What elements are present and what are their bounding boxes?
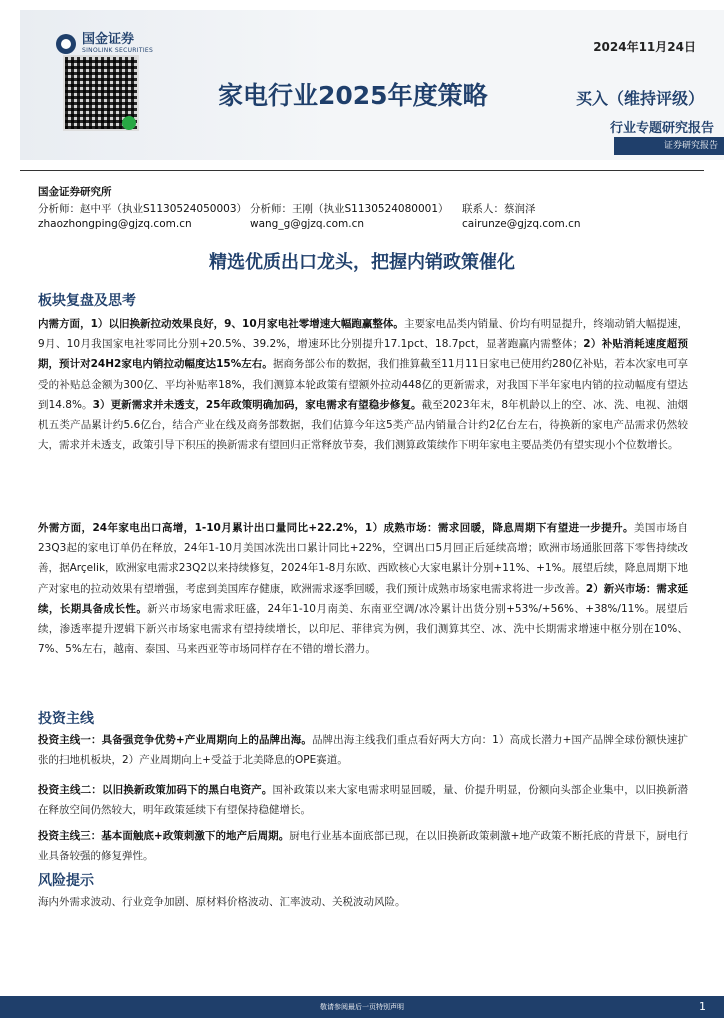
page-number: 1 — [699, 1000, 706, 1013]
report-date: 2024年11月24日 — [593, 40, 696, 54]
report-title: 家电行业2025年度策略 — [218, 81, 488, 110]
section-review-heading: 板块复盘及思考 — [38, 293, 136, 309]
contact: 联系人：蔡润泽 — [462, 203, 536, 215]
contact-email[interactable]: cairunze@gjzq.com.cn — [462, 218, 581, 230]
securities-report-label: 证券研究报告 — [614, 137, 724, 155]
analyst-2: 分析师：王刚（执业S1130524080001） — [250, 203, 449, 215]
section-invest-heading: 投资主线 — [38, 711, 94, 727]
report-headline: 精选优质出口龙头，把握内销政策催化 — [209, 252, 515, 273]
analyst-block — [38, 184, 622, 230]
company-logo — [56, 33, 153, 54]
paragraph-domestic: 内需方面，1）以旧换新拉动效果良好，9、10月家电社零增速大幅跑赢整体。主要家电品类内销量、价均有明显提升，终端动销大幅提速，9月、10月我国家电社零同比分别+20.5%、39.2%，增速环比分别提升17.1pct、18.7pct，显著跑赢内需整体；2）补贴消耗速度超预期，预计对24H2家电内销拉动幅度达15%左右。据商务部公布的数据，我们推算截至11月11日家电已使用约280亿补贴，若本次家电可享受的补贴总金额为300亿、平均补贴率18%，我们测算本轮政策有望额外拉动448亿的更新需求，对我国下半年家电内销的拉动幅度有望达到14.8%。3）更新需求并未透支，25年政策明确加码，家电需求有望稳步修复。截至2023年末，8年机龄以上的空、冰、洗、电视、油烟机五类产品累计约5.6亿台，结合产业在线及商务部数据，我们估算今年这5类产品内销量合计约2亿台左右，待换新的家电产品需求仍然较大，需求并未透支，政策引导下积压的换新需求有望回归正常释放节奏，我们测算政策续作下明年家电主要品类仍有望实现小个位数增长。 — [38, 318, 688, 452]
paragraph-risk: 海内外需求波动、行业竞争加剧、原材料价格波动、汇率波动、关税波动风险。 — [38, 896, 406, 908]
logo-cn: 国金证券 — [82, 32, 135, 47]
paragraph-invest-2: 投资主线二：以旧换新政策加码下的黑白电资产。国补政策以来大家电需求明显回暖，量、价提升明显，份额向头部企业集中，以旧换新潜在释放空间仍然较大，明年政策延续下有望保持稳健增长。 — [38, 784, 688, 817]
analyst-1: 分析师：赵中平（执业S1130524050003） — [38, 203, 248, 215]
paragraph-invest-1: 投资主线一：具备强竞争优势+产业周期向上的品牌出海。品牌出海主线我们重点看好两大方向：1）高成长潜力+国产品牌全球份额快速扩张的扫地机板块，2）产业周期向上+受益于北美降息的OPE赛道。 — [38, 734, 688, 767]
analyst-2-email[interactable]: wang_g@gjzq.com.cn — [250, 218, 365, 230]
section-risk-heading: 风险提示 — [38, 873, 94, 889]
paragraph-overseas: 外需方面，24年家电出口高增，1-10月累计出口量同比+22.2%，1）成熟市场：需求回暖，降息周期下有望进一步提升。美国市场自23Q3起的家电订单仍在释放，24年1-10月美国冰洗出口累计同比+22%，空调出口5月回正后延续高增；欧洲市场通胀回落下零售持续改善，据Arçelik，欧洲家电需求23Q2以来持续修复，2024年1-8月东欧、西欧核心大家电累计分别+11%、+1%。展望后续，降息周期下地产对家电的拉动效果有望增强，考虑到美国库存健康，欧洲需求逐季回暖，我们预计成熟市场家电需求将进一步改善。2）新兴市场：需求延续，长期具备成长性。新兴市场家电需求旺盛，24年1-10月南美、东南亚空调/冰冷累计出货分别+53%/+56%、+38%/11%。展望后续，渗透率提升逻辑下新兴市场家电需求有望持续增长，以印尼、菲律宾为例，我们测算其空、冰、洗中长期需求增速中枢分别在10%、7%、5%左右，越南、泰国、马来西亚等市场同样存在不错的增长潜力。 — [38, 522, 689, 656]
logo-icon — [56, 34, 76, 54]
analyst-1-email[interactable]: zhaozhongping@gjzq.com.cn — [38, 218, 192, 230]
page-footer — [0, 996, 724, 1018]
logo-en: SINOLINK SECURITIES — [82, 47, 154, 54]
paragraph-invest-3: 投资主线三：基本面触底+政策刺激下的地产后周期。厨电行业基本面底部已现，在以旧换新政策刺激+地产政策不断托底的背景下，厨电行业具备较强的修复弹性。 — [38, 830, 689, 863]
qr-center-icon — [122, 116, 136, 130]
report-type: 行业专题研究报告 — [609, 121, 714, 136]
institute-name: 国金证券研究所 — [38, 186, 112, 198]
rating: 买入（维持评级） — [575, 89, 704, 108]
divider — [20, 170, 704, 171]
footer-disclaimer: 敬请参阅最后一页特别声明 — [320, 1003, 404, 1011]
